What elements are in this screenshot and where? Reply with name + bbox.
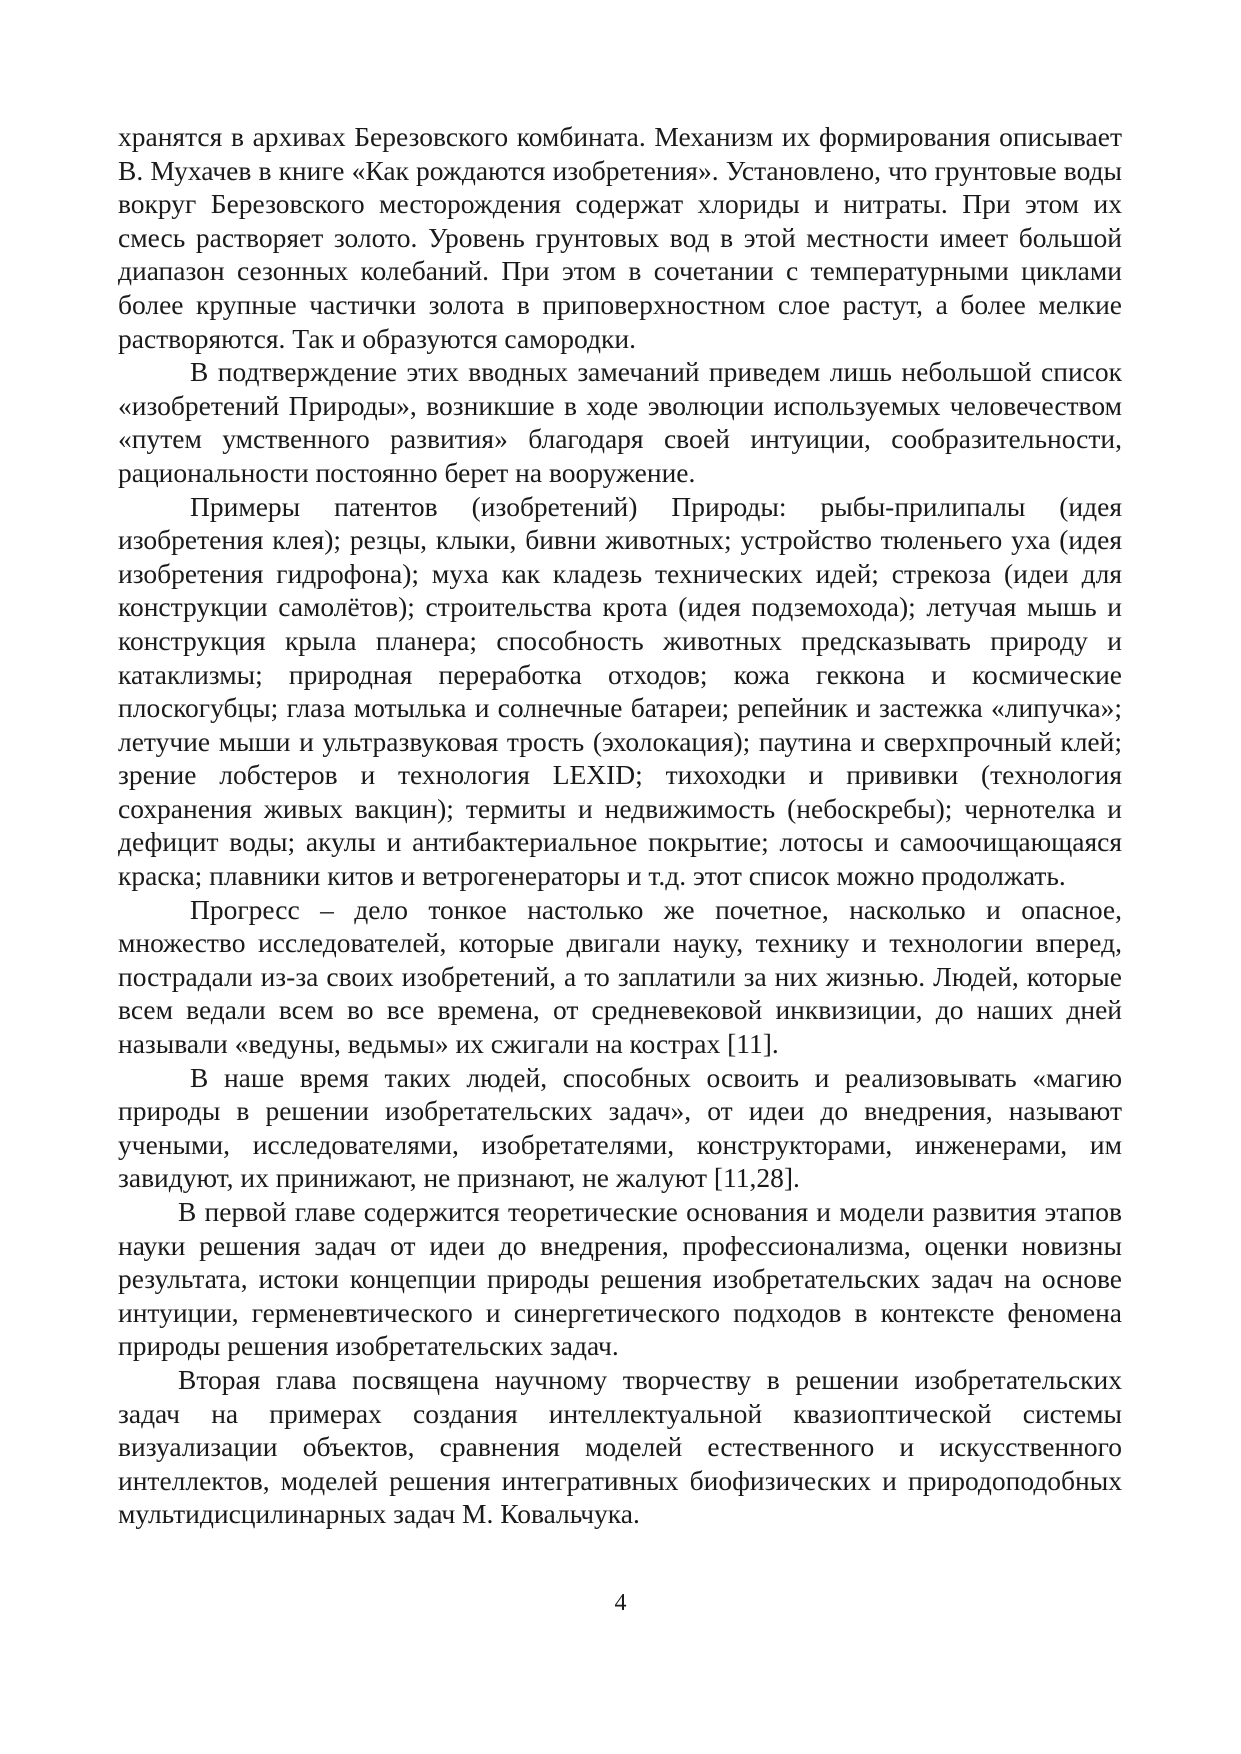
page-number: 4: [614, 1590, 627, 1616]
paragraph-4: Прогресс – дело тонкое настолько же почетное, насколько и опасное, множество исследователей, которые двигали науку, технику и технологии вперед, пострадали из-за своих изобретений, а то заплатили за них жизнью. Людей, которые всем ведали всем во все времена, от средневековой инквизиции, до наших дней называли «ведуны, ведьмы» их сжигали на кострах [11].: [118, 893, 1122, 1060]
paragraph-5: В наше время таких людей, способных освоить и реализовывать «магию природы в решении изобретательских задач», от идеи до внедрения, называют учеными, исследователями, изобретателями, конструкторами, инженерами, им завидуют, их принижают, не признают, не жалуют [11,28].: [118, 1061, 1122, 1194]
paragraph-3: Примеры патентов (изобретений) Природы: рыбы-прилипалы (идея изобретения клея); резцы, клыки, бивни животных; устройство тюленьего уха (идея изобретения гидрофона); муха как кладезь технических идей; стрекоза (идеи для конструкции самолётов); строительства крота (идея подземохода); летучая мышь и конструкция крыла планера; способность животных предсказывать природу и катаклизмы; природная переработка отходов; кожа геккона и космические плоскогубцы; глаза мотылька и солнечные батареи; репейник и застежка «липучка»; летучие мыши и ультразвуковая трость (эхолокация); паутина и сверхпрочный клей; зрение лобстеров и технология LEXID; тихоходки и прививки (технология сохранения живых вакцин); термиты и недвижимость (небоскребы); чернотелка и дефицит воды; акулы и антибактериальное покрытие; лотосы и самоочищающаяся краска; плавники китов и ветрогенераторы и т.д. этот список можно продолжать.: [118, 490, 1122, 892]
paragraph-6: В первой главе содержится теоретические основания и модели развития этапов науки решения задач от идеи до внедрения, профессионализма, оценки новизны результата, истоки концепции природы решения изобретательских задач на основе интуиции, герменевтического и синергетического подходов в контексте феномена природы решения изобретательских задач.: [118, 1196, 1122, 1362]
document-body: [118, 120, 1122, 1531]
paragraph-1: хранятся в архивах Березовского комбината. Механизм их формирования описывает В. Мухачев в книге «Как рождаются изобретения». Установлено, что грунтовые воды вокруг Березовского месторождения содержат хлориды и нитраты. При этом их смесь растворяет золото. Уровень грунтовых вод в этой местности имеет большой диапазон сезонных колебаний. При этом в сочетании с температурными циклами более крупные частички золота в приповерхностном слое растут, а более мелкие растворяются. Так и образуются самородки.: [118, 121, 1122, 354]
paragraph-2: В подтверждение этих вводных замечаний приведем лишь небольшой список «изобретений Природы», возникшие в ходе эволюции используемых человечеством «путем умственного развития» благодаря своей интуиции, сообразительности, рациональности постоянно берет на вооружение.: [118, 356, 1122, 488]
paragraph-7: Вторая глава посвящена научному творчеству в решении изобретательских задач на примерах создания интеллектуальной квазиоптической системы визуализации объектов, сравнения моделей естественного и искусственного интеллектов, моделей решения интегративных биофизических и природоподобных мультидисцилинарных задач М. Ковальчука.: [118, 1363, 1122, 1530]
